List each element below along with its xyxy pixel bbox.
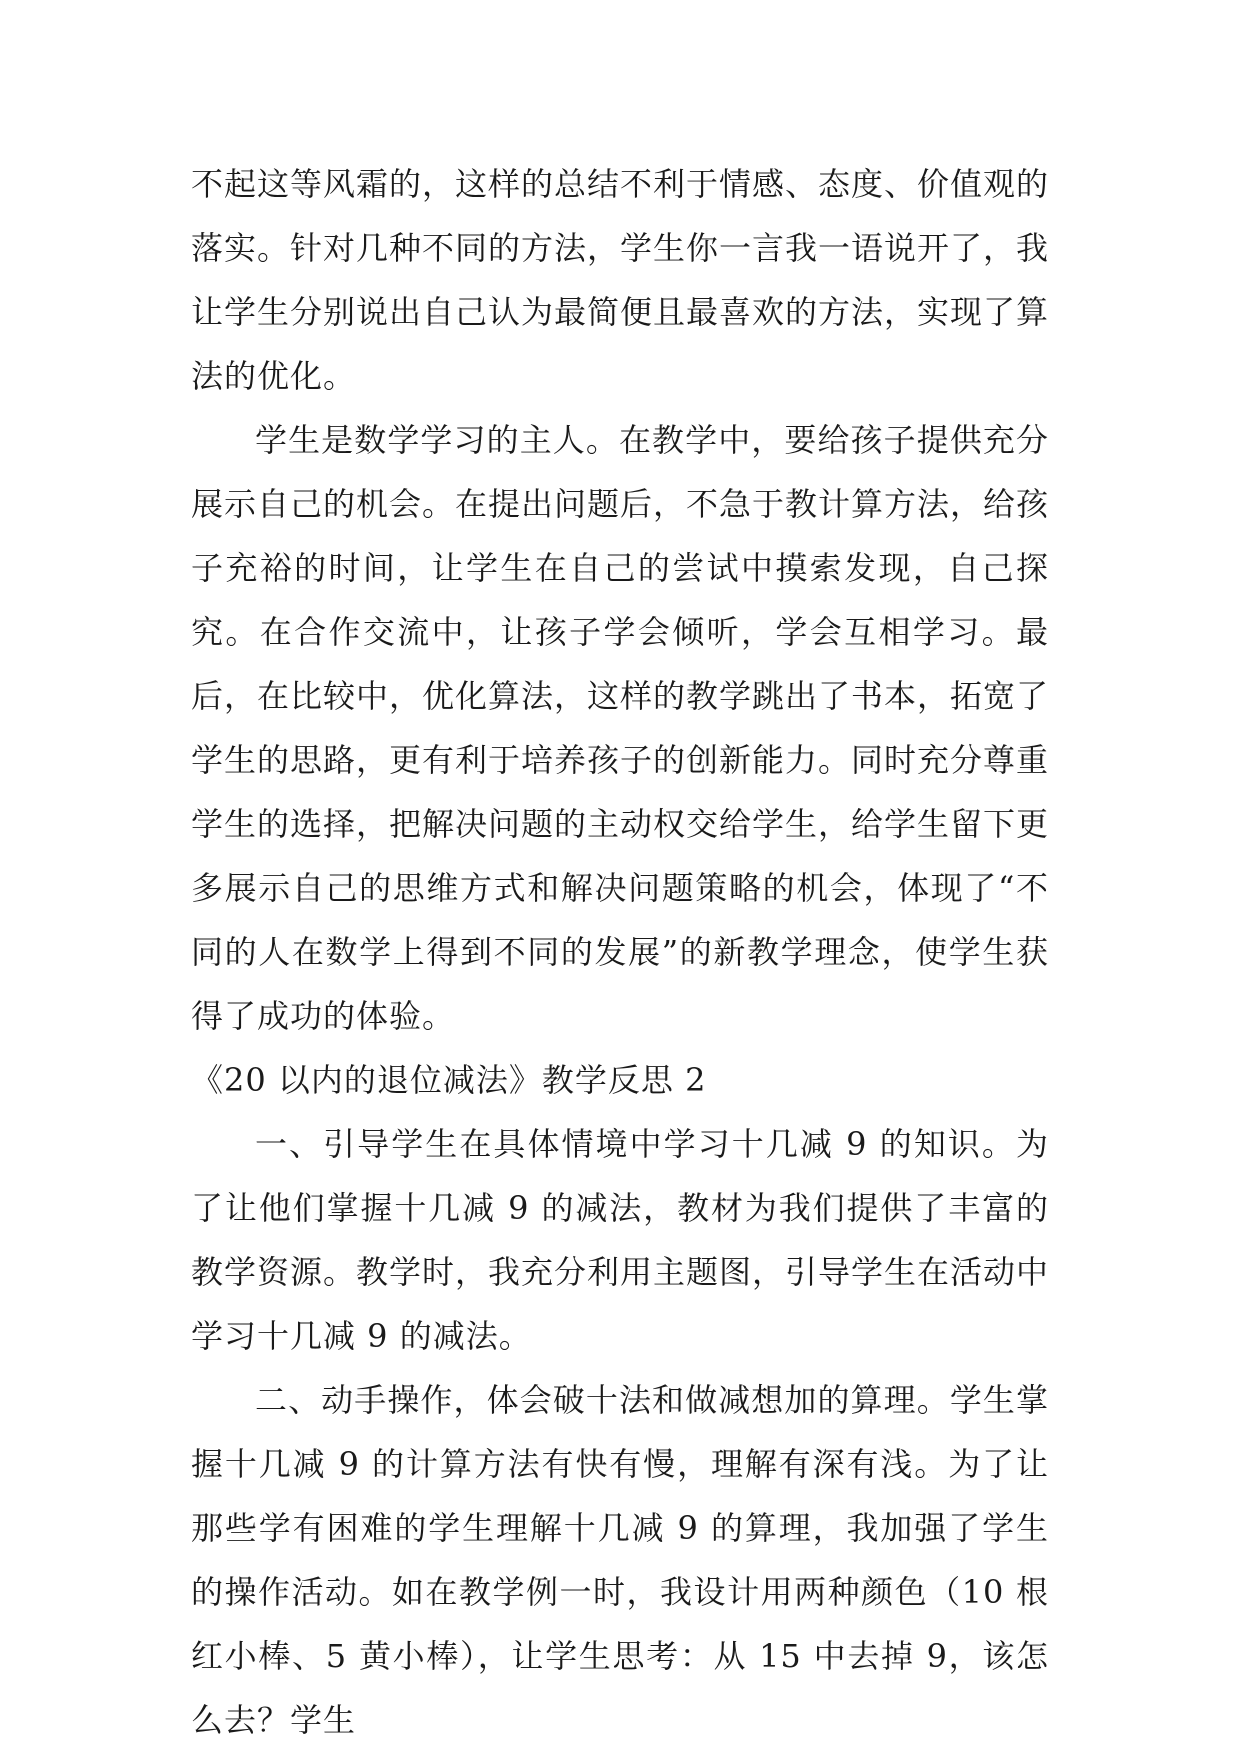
- paragraph-point-one: 一、引导学生在具体情境中学习十几减 9 的知识。为了让他们掌握十几减 9 的减法，教材为我们提供了丰富的教学资源。教学时，我充分利用主题图，引导学生在活动中学习十几减 9 的减法。: [191, 1125, 1050, 1355]
- paragraph-continuation: 不起这等风霜的，这样的总结不利于情感、态度、价值观的落实。针对几种不同的方法，学生你一言我一语说开了，我让学生分别说出自己认为最简便且最喜欢的方法，实现了算法的优化。: [191, 165, 1050, 395]
- paragraph-point-two: 二、动手操作，体会破十法和做减想加的算理。学生掌握十几减 9 的计算方法有快有慢，理解有深有浅。为了让那些学有困难的学生理解十几减 9 的算理，我加强了学生的操作活动。如在教学例一时，我设计用两种颜色（10 根红小棒、5 黄小棒），让学生思考：从 15 中去掉 9，该怎么去？学生: [191, 1381, 1049, 1739]
- document-body: [191, 152, 1049, 1752]
- section-heading: 《20 以内的退位减法》教学反思 2: [191, 1061, 707, 1099]
- paragraph-students-as-masters: 学生是数学学习的主人。在教学中，要给孩子提供充分展示自己的机会。在提出问题后，不急于教计算方法，给孩子充裕的时间，让学生在自己的尝试中摸索发现，自己探究。在合作交流中，让孩子学会倾听，学会互相学习。最后，在比较中，优化算法，这样的教学跳出了书本，拓宽了学生的思路，更有利于培养孩子的创新能力。同时充分尊重学生的选择，把解决问题的主动权交给学生，给学生留下更多展示自己的思维方式和解决问题策略的机会，体现了“不同的人在数学上得到不同的发展”的新教学理念，使学生获得了成功的体验。: [191, 421, 1050, 1035]
